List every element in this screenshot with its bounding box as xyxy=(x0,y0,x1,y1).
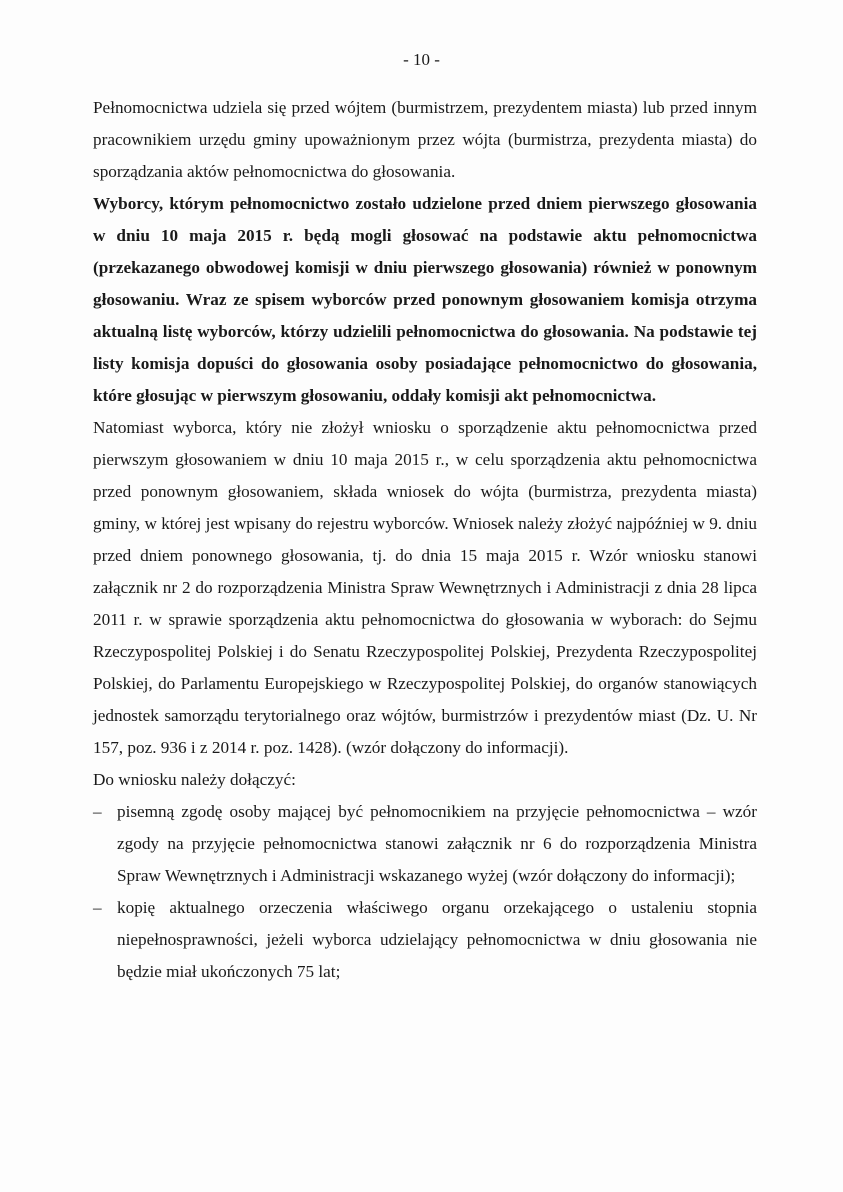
list-item xyxy=(93,892,757,988)
list-item xyxy=(93,796,757,892)
paragraph-proxy-second-round: Wyborcy, którym pełnomocnictwo zostało udzielone przed dniem pierwszego głosowania w dniu 10 maja 2015 r. będą mogli głosować na podstawie aktu pełnomocnictwa (przekazanego obwodowej komisji w dniu pierwszego głosowania) również w ponownym głosowaniu. Wraz ze spisem wyborców przed ponownym głosowaniem komisja otrzyma aktualną listę wyborców, którzy udzielili pełnomocnictwa do głosowania. Na podstawie tej listy komisja dopuści do głosowania osoby posiadające pełnomocnictwo do głosowania, które głosując w pierwszym głosowaniu, oddały komisji akt pełnomocnictwa. xyxy=(93,194,757,405)
list-item-text: kopię aktualnego orzeczenia właściwego organu orzekającego o ustaleniu stopnia niepełnosprawności, jeżeli wyborca udzielający pełnomocnictwa w dniu głosowania nie będzie miał ukończonych 75 lat; xyxy=(117,898,757,981)
paragraph-attachments-heading: Do wniosku należy dołączyć: xyxy=(93,770,296,789)
dash-bullet: – xyxy=(93,802,102,821)
attachments-list xyxy=(93,796,757,988)
list-item-text: pisemną zgodę osoby mającej być pełnomocnikiem na przyjęcie pełnomocnictwa – wzór zgody na przyjęcie pełnomocnictwa stanowi załącznik nr 6 do rozporządzenia Ministra Spraw Wewnętrznych i Administracji wskazanego wyżej (wzór dołączony do informacji); xyxy=(117,802,757,885)
document-body xyxy=(93,92,757,988)
dash-bullet: – xyxy=(93,898,102,917)
paragraph-proxy-intro: Pełnomocnictwa udziela się przed wójtem (burmistrzem, prezydentem miasta) lub przed innym pracownikiem urzędu gminy upoważnionym przez wójta (burmistrza, prezydenta miasta) do sporządzania aktów pełnomocnictwa do głosowania. xyxy=(93,98,757,181)
page-number: - 10 - xyxy=(403,50,440,69)
paragraph-proxy-application: Natomiast wyborca, który nie złożył wniosku o sporządzenie aktu pełnomocnictwa przed pierwszym głosowaniem w dniu 10 maja 2015 r., w celu sporządzenia aktu pełnomocnictwa przed ponownym głosowaniem, składa wniosek do wójta (burmistrza, prezydenta miasta) gminy, w której jest wpisany do rejestru wyborców. Wniosek należy złożyć najpóźniej w 9. dniu przed dniem ponownego głosowania, tj. do dnia 15 maja 2015 r. Wzór wniosku stanowi załącznik nr 2 do rozporządzenia Ministra Spraw Wewnętrznych i Administracji z dnia 28 lipca 2011 r. w sprawie sporządzenia aktu pełnomocnictwa do głosowania w wyborach: do Sejmu Rzeczypospolitej Polskiej i do Senatu Rzeczypospolitej Polskiej, Prezydenta Rzeczypospolitej Polskiej, do Parlamentu Europejskiego w Rzeczypospolitej Polskiej, do organów stanowiących jednostek samorządu terytorialnego oraz wójtów, burmistrzów i prezydentów miast (Dz. U. Nr 157, poz. 936 i z 2014 r. poz. 1428). (wzór dołączony do informacji). xyxy=(93,418,757,757)
